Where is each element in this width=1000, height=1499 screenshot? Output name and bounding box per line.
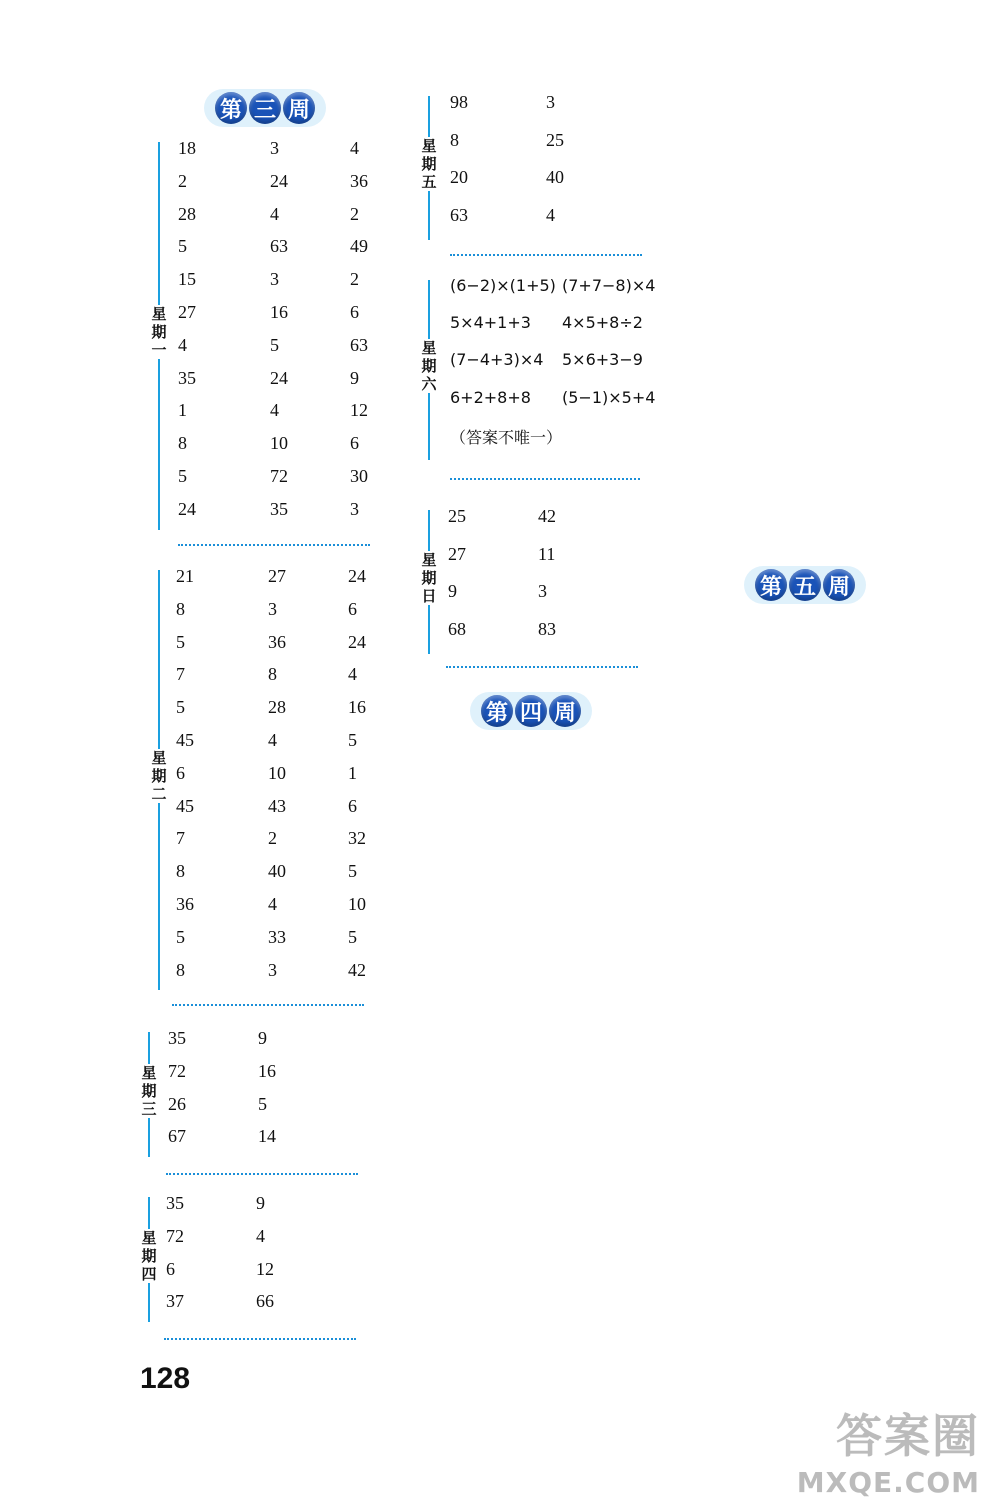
week-5-badge — [744, 566, 866, 604]
answer-cell: 4 — [270, 400, 279, 421]
answer-cell: 5 — [178, 466, 187, 486]
week-5-char-2: 五 — [789, 569, 821, 601]
answer-cell: 5 — [176, 697, 185, 718]
answer-cell: 14 — [258, 1126, 276, 1147]
expression-cell: (6−2)×(1+5) — [450, 276, 556, 295]
answer-cell: 5 — [176, 631, 185, 652]
answer-cell: 63 — [450, 204, 468, 225]
answer-cell: 35 — [168, 1028, 186, 1048]
answer-cell: 4 — [268, 730, 277, 750]
week-5-char-1: 第 — [755, 569, 787, 601]
answer-cell: 45 — [176, 795, 194, 816]
day-label-char: 一 — [151, 340, 167, 359]
day-label — [419, 551, 439, 605]
week-3-char-3: 周 — [283, 92, 315, 124]
answer-cell: 83 — [538, 618, 556, 639]
answer-cell: 72 — [270, 466, 288, 486]
answer-cell: 24 — [348, 566, 366, 586]
answer-cell: 6 — [348, 598, 357, 619]
answer-cell: 28 — [178, 203, 196, 224]
dotted-separator — [164, 1338, 356, 1340]
week-3-char-2: 三 — [249, 92, 281, 124]
day-label — [149, 749, 169, 803]
answer-cell: 7 — [176, 664, 185, 685]
answer-cell: 18 — [178, 138, 196, 158]
answer-cell: 12 — [256, 1258, 274, 1279]
answer-cell: 21 — [176, 566, 194, 586]
day-label-char: 期 — [151, 322, 167, 341]
day-label-char: 期 — [421, 357, 437, 375]
answer-cell: 25 — [448, 506, 466, 526]
expression-cell: 4×5+8÷2 — [562, 313, 643, 333]
week-3-char-1: 第 — [215, 92, 247, 124]
answer-cell: 16 — [270, 302, 288, 322]
answer-cell: 9 — [258, 1028, 267, 1048]
answer-cell: 35 — [166, 1193, 184, 1213]
answer-cell: 7 — [176, 828, 185, 849]
day-label — [139, 1064, 159, 1118]
answer-cell: 4 — [256, 1225, 265, 1246]
day-label-char: 日 — [421, 587, 437, 605]
answer-cell: 63 — [350, 334, 368, 355]
answer-cell: 4 — [268, 894, 277, 914]
day-label — [419, 137, 439, 191]
expression-cell: (7+7−8)×4 — [562, 276, 656, 295]
answer-cell: 24 — [270, 367, 288, 388]
week-3-badge — [204, 89, 326, 127]
expression-cell: 5×4+1+3 — [450, 313, 531, 333]
answer-cell: 8 — [176, 861, 185, 882]
answer-cell: 2 — [350, 203, 359, 224]
week-4-char-3: 周 — [549, 695, 581, 727]
answer-cell: 9 — [256, 1193, 265, 1213]
answer-cell: 63 — [270, 236, 288, 257]
week-4-badge — [470, 692, 592, 730]
answer-cell: 12 — [350, 400, 368, 421]
answer-cell: 25 — [546, 129, 564, 150]
dotted-separator — [166, 1173, 358, 1175]
answer-cell: 5 — [178, 236, 187, 257]
answer-cell: 67 — [168, 1126, 186, 1147]
answer-cell: 43 — [268, 795, 286, 816]
answer-cell: 36 — [176, 894, 194, 914]
answer-cell: 5 — [348, 730, 357, 750]
day-label-char: 星 — [421, 551, 437, 569]
answer-cell: 24 — [348, 631, 366, 652]
answer-cell: 4 — [270, 203, 279, 224]
answer-cell: 6 — [348, 795, 357, 816]
dotted-separator — [172, 1004, 364, 1006]
answer-cell: 5 — [176, 926, 185, 947]
day-label-char: 六 — [421, 375, 437, 393]
day-label-char: 期 — [421, 155, 437, 173]
answer-cell: 10 — [270, 433, 288, 454]
day-label-char: 期 — [421, 569, 437, 587]
answer-cell: 10 — [348, 894, 366, 914]
day-label-char: 星 — [141, 1063, 157, 1082]
answer-cell: 3 — [350, 498, 359, 519]
answer-cell: 40 — [546, 167, 564, 187]
answer-cell: 72 — [168, 1060, 186, 1081]
expression-cell: 5×6+3−9 — [562, 350, 643, 370]
answer-cell: 6 — [176, 762, 185, 783]
answer-cell: 8 — [178, 433, 187, 454]
expression-cell: 6+2+8+8 — [450, 387, 531, 407]
answer-cell: 3 — [268, 598, 277, 619]
answer-cell: 49 — [350, 236, 368, 257]
day-label-char: 期 — [141, 1081, 157, 1100]
answer-cell: 37 — [166, 1291, 184, 1312]
answer-cell: 8 — [176, 959, 185, 980]
answer-cell: 10 — [268, 762, 286, 783]
answer-cell: 72 — [166, 1225, 184, 1246]
answer-cell: 68 — [448, 618, 466, 639]
day-label-char: 星 — [151, 304, 167, 323]
answer-cell: 40 — [268, 861, 286, 882]
answer-cell: 3 — [538, 581, 547, 601]
day-label — [419, 339, 439, 393]
answer-cell: 24 — [270, 170, 288, 191]
answer-cell: 9 — [448, 581, 457, 601]
day-label-char: 五 — [421, 173, 437, 191]
answer-cell: 6 — [166, 1258, 175, 1279]
answer-cell: 1 — [348, 762, 357, 783]
watermark-main: 答案圈 — [836, 1409, 980, 1463]
expression-cell: (7−4+3)×4 — [450, 350, 544, 370]
dotted-separator — [450, 254, 642, 256]
watermark-logo — [797, 1400, 980, 1499]
answer-cell: 5 — [258, 1093, 267, 1114]
answer-cell: 3 — [270, 269, 279, 290]
week-4-char-1: 第 — [481, 695, 513, 727]
answer-cell: 16 — [348, 697, 366, 718]
answer-cell: 45 — [176, 730, 194, 750]
answer-cell: 35 — [270, 498, 288, 519]
answer-cell: 27 — [448, 543, 466, 564]
answer-cell: 66 — [256, 1291, 274, 1312]
answer-cell: 20 — [450, 167, 468, 187]
day-label-char: 星 — [421, 137, 437, 155]
page-number: 128 — [140, 1362, 191, 1395]
answer-cell: 11 — [538, 543, 556, 564]
answer-cell: 33 — [268, 926, 286, 947]
answer-cell: 26 — [168, 1093, 186, 1114]
answer-cell: 8 — [176, 598, 185, 619]
answer-cell: 42 — [538, 506, 556, 526]
answer-cell: 5 — [348, 926, 357, 947]
answer-cell: 4 — [350, 138, 359, 158]
answer-cell: 2 — [268, 828, 277, 849]
answer-cell: 5 — [270, 334, 279, 355]
answer-cell: 6 — [350, 302, 359, 322]
answer-cell: 15 — [178, 269, 196, 290]
dotted-separator — [178, 544, 370, 546]
day-label-char: 四 — [141, 1264, 157, 1283]
day-label-char: 三 — [141, 1099, 157, 1118]
day-label — [139, 1229, 159, 1283]
watermark-url: MXQE.COM — [796, 1466, 980, 1499]
dotted-separator — [446, 666, 638, 668]
answer-cell: 30 — [350, 466, 368, 486]
day-label-char: 期 — [141, 1246, 157, 1265]
day-label-char: 星 — [141, 1228, 157, 1247]
answer-cell: 98 — [450, 92, 468, 112]
answer-cell: 4 — [348, 664, 357, 685]
answer-cell: 32 — [348, 828, 366, 849]
answer-cell: 8 — [450, 129, 459, 150]
answer-cell: 36 — [268, 631, 286, 652]
answer-cell: 2 — [350, 269, 359, 290]
answer-cell: 16 — [258, 1060, 276, 1081]
answer-cell: 28 — [268, 697, 286, 718]
answer-cell: 3 — [546, 92, 555, 112]
answer-cell: 3 — [268, 959, 277, 980]
day-label-char: 期 — [151, 767, 167, 786]
week-5-char-3: 周 — [823, 569, 855, 601]
dotted-separator — [450, 478, 640, 480]
expression-cell: (5−1)×5+4 — [562, 387, 656, 407]
answer-cell: 24 — [178, 498, 196, 519]
answer-cell: 35 — [178, 367, 196, 388]
answer-cell: 6 — [350, 433, 359, 454]
answer-cell: 4 — [178, 334, 187, 355]
day-label-char: 二 — [151, 785, 167, 804]
answer-cell: 36 — [350, 170, 368, 191]
answer-cell: 1 — [178, 400, 187, 421]
answer-cell: 3 — [270, 138, 279, 158]
answer-cell: 27 — [268, 566, 286, 586]
day-label-char: 星 — [151, 749, 167, 768]
day-label — [149, 305, 169, 359]
expression-cell: （答案不唯一） — [450, 427, 563, 447]
answer-cell: 8 — [268, 664, 277, 685]
answer-cell: 2 — [178, 170, 187, 191]
answer-cell: 9 — [350, 367, 359, 388]
answer-cell: 4 — [546, 204, 555, 225]
week-4-char-2: 四 — [515, 695, 547, 727]
day-label-char: 星 — [421, 339, 437, 357]
answer-cell: 5 — [348, 861, 357, 882]
answer-cell: 42 — [348, 959, 366, 980]
answer-cell: 27 — [178, 302, 196, 322]
